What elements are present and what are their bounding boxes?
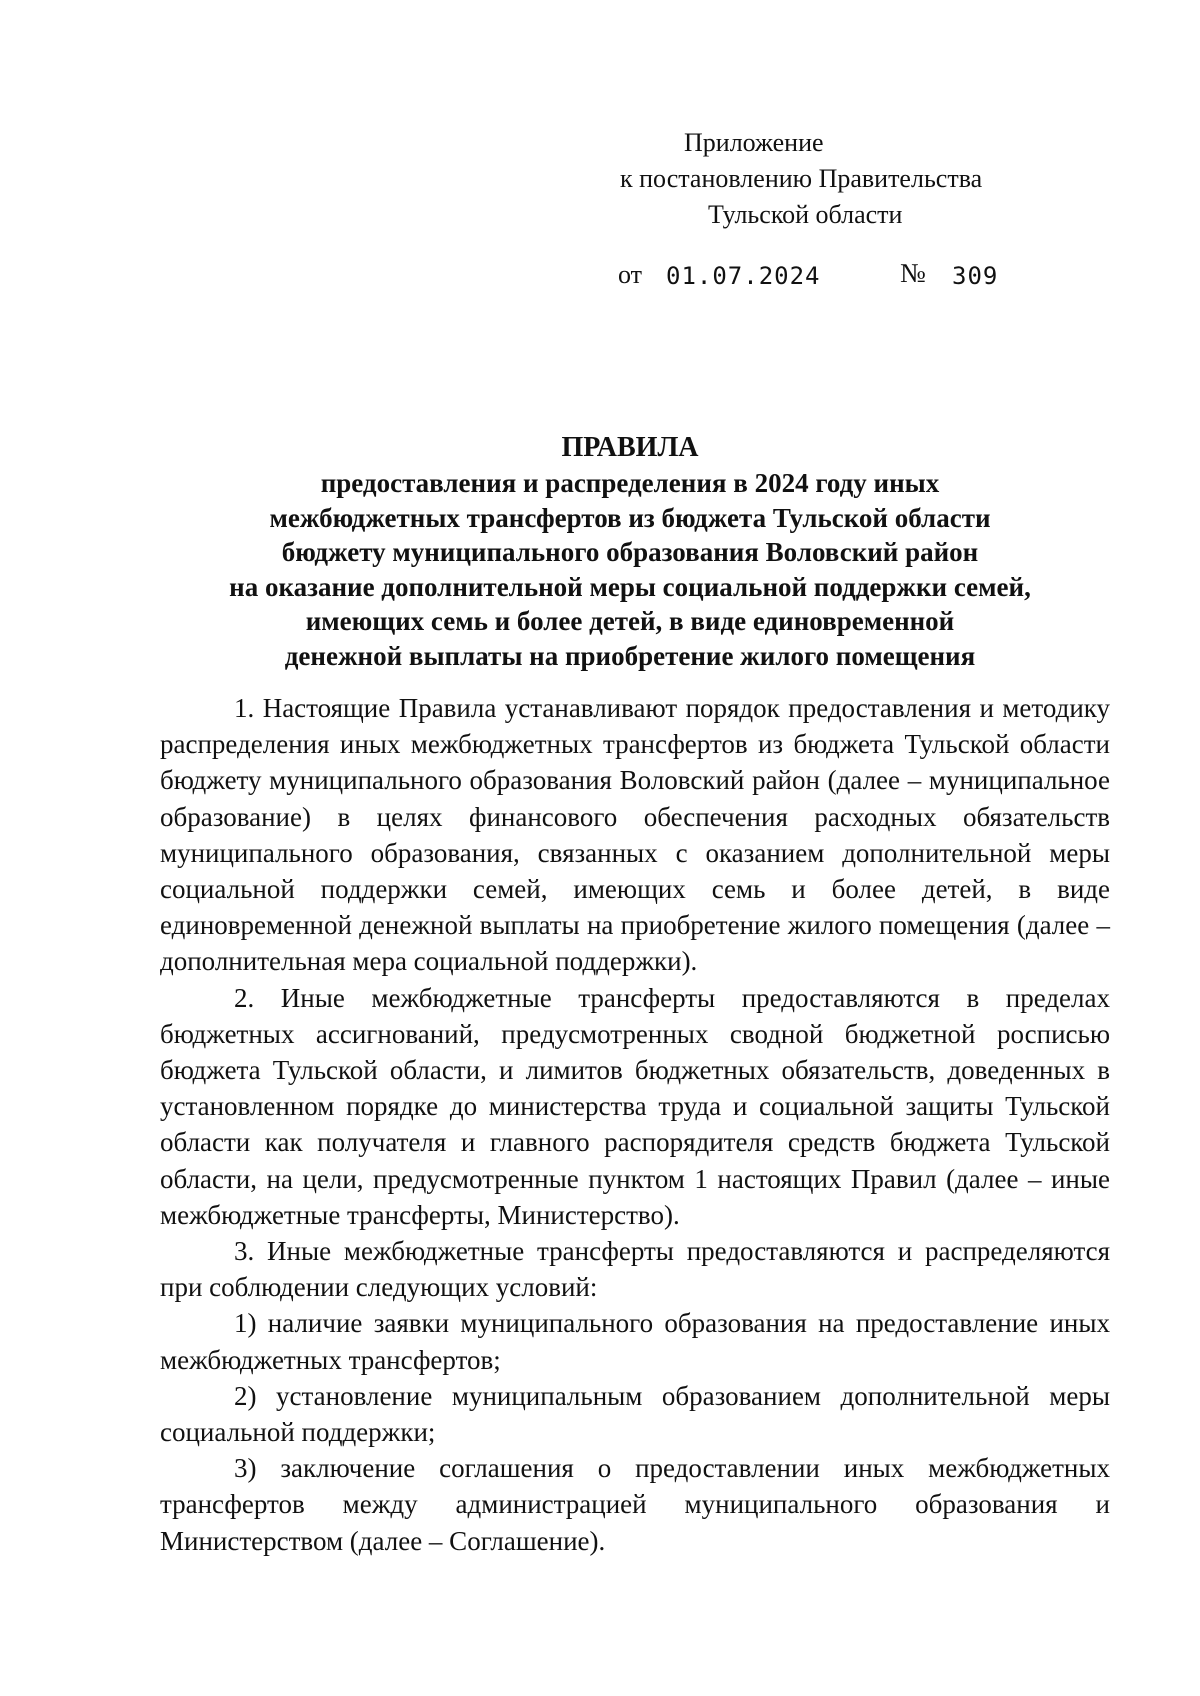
paragraph-3: 3. Иные межбюджетные трансферты предоставляются и распределяются при соблюдении следующих условий:	[160, 1236, 1110, 1303]
registration-line	[0, 258, 1200, 298]
resolution-date: 01.07.2024	[666, 262, 821, 290]
date-label: от	[618, 260, 643, 289]
title-line: денежной выплаты на приобретение жилого помещения	[284, 640, 976, 671]
title-heading: ПРАВИЛА	[561, 432, 699, 463]
number-sign: №	[900, 258, 926, 288]
title-line: бюджету муниципального образования Воловский район	[281, 537, 979, 567]
document-body	[160, 690, 1110, 1559]
paragraph-2: 2. Иные межбюджетные трансферты предоставляются в пределах бюджетных ассигнований, предусмотренных сводной бюджетной росписью бюджета Тульской области, и лимитов бюджетных обязательств, доведенных в установленном порядке до министерства труда и социальной защиты Тульской области как получателя и главного распорядителя средств бюджета Тульской области, на цели, предусмотренные пунктом 1 настоящих Правил (далее – иные межбюджетные трансферты, Министерство).	[160, 982, 1110, 1230]
condition-2: 2) установление муниципальным образованием дополнительной меры социальной поддержки;	[160, 1380, 1110, 1448]
resolution-number: 309	[952, 262, 999, 290]
condition-1: 1) наличие заявки муниципального образования на предоставление иных межбюджетных трансфертов;	[160, 1308, 1110, 1375]
title-line: имеющих семь и более детей, в виде единовременной	[305, 606, 955, 636]
title-line: межбюджетных трансфертов из бюджета Тульской области	[269, 502, 991, 533]
annex-line-resolution: к постановлению Правительства	[620, 164, 983, 193]
title-line: предоставления и распределения в 2024 году иных	[320, 468, 940, 498]
document-title	[160, 430, 1100, 673]
paragraph-1: 1. Настоящие Правила устанавливают порядок предоставления и методику распределения иных межбюджетных трансфертов из бюджета Тульской области бюджету муниципального образования Воловский район (далее – муниципальное образование) в целях финансового обеспечения расходных обязательств муниципального образования, связанных с оказанием дополнительной меры социальной поддержки семей, имеющих семь и более детей, в виде единовременной денежной выплаты на приобретение жилого помещения (далее – дополнительная мера социальной поддержки).	[160, 693, 1110, 977]
title-line: на оказание дополнительной меры социальной поддержки семей,	[229, 571, 1031, 602]
condition-3: 3) заключение соглашения о предоставлении иных межбюджетных трансфертов между администрацией муниципального образования и Министерством (далее – Соглашение).	[160, 1453, 1110, 1556]
annex-header	[560, 125, 1060, 233]
annex-line-appendix: Приложение	[684, 128, 824, 157]
annex-line-region: Тульской области	[708, 200, 903, 229]
